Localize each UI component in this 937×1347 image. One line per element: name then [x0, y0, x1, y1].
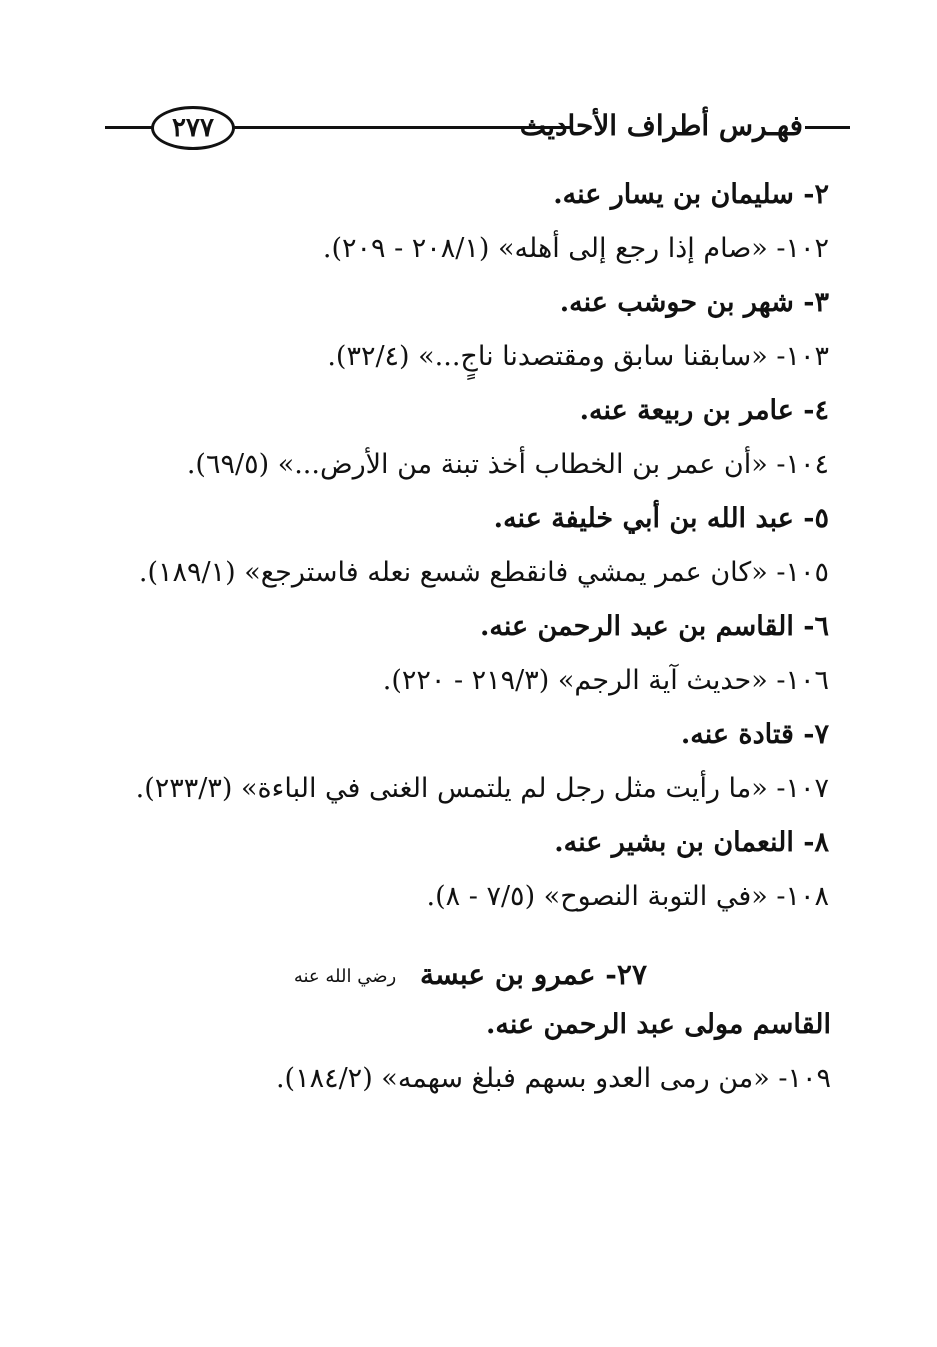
page-header [105, 102, 850, 154]
section-lines [131, 998, 831, 1106]
section-title: ٢٧- عمرو بن عبسة [419, 958, 647, 991]
hadith-entry: ١٠٦- «حديث آية الرجم» (٢١٩/٣ - ٢٢٠). [382, 665, 829, 696]
narrator-line: ٧- قتادة عنه. [680, 719, 829, 750]
narrator-line: القاسم مولى عبد الرحمن عنه. [486, 1009, 831, 1040]
header-rule-right [805, 126, 850, 129]
narrator-line: ٤- عامر بن ربيعة عنه. [579, 395, 829, 426]
section-heading [294, 950, 647, 1000]
hadith-entry: ١٠٧- «ما رأيت مثل رجل لم يلتمس الغنى في الباءة» (٢٣٣/٣). [135, 773, 829, 804]
honorific-glyph: رضي الله عنه [293, 965, 397, 987]
hadith-entry: ١٠٢- «صام إذا رجع إلى أهله» (٢٠٨/١ - ٢٠٩). [322, 233, 829, 264]
narrator-line: ٣- شهر بن حوشب عنه. [559, 287, 829, 318]
narrator-line: ٢- سليمان بن يسار عنه. [553, 179, 829, 210]
running-title: فهـرس أطراف الأحاديث [519, 109, 803, 142]
page-number-oval [151, 106, 235, 150]
hadith-entry: ١٠٥- «كان عمر يمشي فانقطع شسع نعله فاسترجع» (١٨٩/١). [138, 557, 829, 588]
narrator-line: ٦- القاسم بن عبد الرحمن عنه. [479, 611, 829, 642]
header-rule-left [105, 126, 153, 129]
hadith-entry: ١٠٣- «سابقنا سابق ومقتصدنا ناجٍ...» (٣٢/٤). [327, 341, 829, 372]
narrator-line: ٥- عبد الله بن أبي خليفة عنه. [493, 503, 829, 534]
index-lines [129, 168, 829, 924]
hadith-entry: ١٠٤- «أن عمر بن الخطاب أخذ تبنة من الأرض...» (٦٩/٥). [186, 449, 829, 480]
narrator-line: ٨- النعمان بن بشير عنه. [554, 827, 829, 858]
hadith-entry: ١٠٩- «من رمى العدو بسهم فبلغ سهمه» (١٨٤/٢). [275, 1063, 831, 1094]
page-number: ٢٧٧ [172, 113, 214, 143]
hadith-entry: ١٠٨- «في التوبة النصوح» (٧/٥ - ٨). [426, 881, 829, 912]
